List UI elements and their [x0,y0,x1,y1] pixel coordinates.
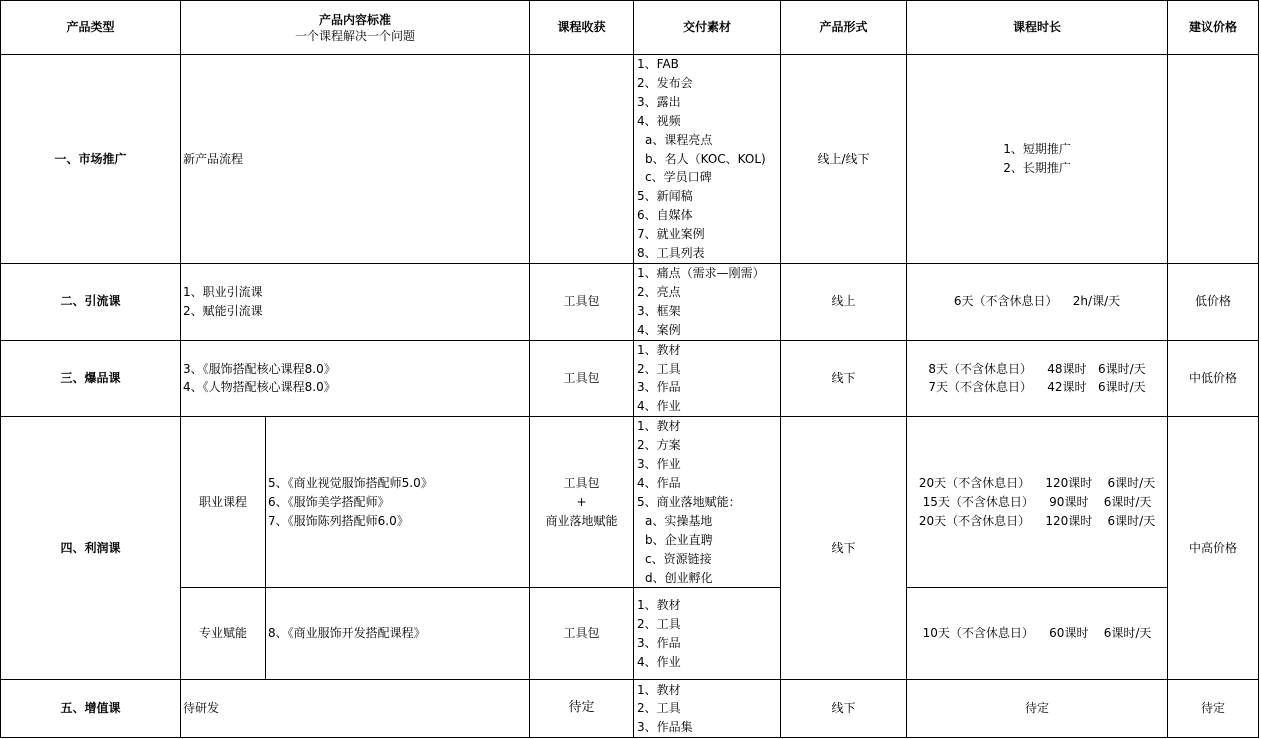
material-line: b、企业直聘 [645,532,713,547]
header-gain[interactable]: 课程收获 [530,1,634,55]
row-profit-career [1,417,1259,588]
price-cell[interactable]: 中高价格 [1168,417,1259,680]
duration-line: 20天（不含休息日） 120课时 6课时/天 [918,475,1156,490]
material-line: 1、教材 [637,342,681,357]
form-cell[interactable]: 线下 [781,680,907,738]
content-cell[interactable]: 新产品流程 [181,55,530,264]
price-cell[interactable]: 低价格 [1168,264,1259,341]
materials-cell[interactable] [634,680,781,738]
content-line: 6、《服饰美学搭配师》 [268,494,390,509]
type-cell[interactable]: 三、爆品课 [1,340,181,417]
duration-cell[interactable] [907,264,1168,341]
content-line: 1、职业引流课 [183,284,263,299]
content-cell[interactable]: 8、《商业服饰开发搭配课程》 [266,588,530,680]
material-line: 1、教材 [637,682,681,697]
duration-cell[interactable] [907,417,1168,588]
material-line: 8、工具列表 [637,246,705,261]
price-cell[interactable]: 中低价格 [1168,340,1259,417]
material-line: 3、作品集 [637,720,693,735]
material-line: 1、教材 [637,598,681,613]
content-line: 7、《服饰陈列搭配师6.0》 [268,513,409,528]
material-line: b、名人（KOC、KOL) [645,151,766,166]
material-line: 4、作业 [637,399,681,414]
duration-line: 7天（不含休息日） 42课时 6课时/天 [928,380,1146,395]
header-form[interactable]: 产品形式 [781,1,907,55]
content-line: 3、《服饰搭配核心课程8.0》 [183,361,336,376]
header-duration[interactable]: 课程时长 [907,1,1168,55]
gain-cell[interactable]: 待定 [530,680,634,738]
duration-line: 1、短期推广 [1003,142,1071,157]
header-material[interactable]: 交付素材 [634,1,781,55]
type-cell[interactable]: 四、利润课 [1,417,181,680]
content-cell[interactable] [181,264,530,341]
gain-cell[interactable]: 工具包 [530,340,634,417]
duration-line: 8天（不含休息日） 48课时 6课时/天 [928,361,1146,376]
material-line: 2、工具 [637,361,681,376]
materials-cell[interactable] [634,588,781,680]
material-line: 4、视频 [637,113,681,128]
gain-cell[interactable] [530,417,634,588]
gain-line: 商业落地赋能 [545,513,618,528]
duration-cell[interactable] [907,340,1168,417]
material-line: 4、作品 [637,475,681,490]
material-line: 7、就业案例 [637,227,705,242]
materials-cell[interactable] [634,55,781,264]
material-line: c、学员口碑 [645,170,712,185]
gain-cell[interactable] [530,55,634,264]
duration-line: 10天（不含休息日） 60课时 6课时/天 [922,626,1152,641]
material-line: 2、发布会 [637,75,693,90]
type-cell[interactable]: 二、引流课 [1,264,181,341]
material-line: 3、露出 [637,94,681,109]
content-cell[interactable]: 待研发 [181,680,530,738]
material-line: 5、新闻稿 [637,189,693,204]
material-line: 4、作业 [637,654,681,669]
material-line: 3、作品 [637,635,681,650]
material-line: 1、FAB [637,57,679,72]
material-line: 2、亮点 [637,284,681,299]
material-line: 3、作品 [637,380,681,395]
row-traffic [1,264,1259,341]
type-cell[interactable]: 一、市场推广 [1,55,181,264]
duration-line: 2、长期推广 [1003,161,1071,175]
duration-cell[interactable] [907,588,1168,680]
material-line: a、实操基地 [645,513,713,528]
material-line: 1、痛点（需求—刚需） [637,266,765,280]
material-line: 4、案例 [637,322,681,337]
material-line: 1、教材 [637,419,681,434]
content-line: 5、《商业视觉服饰搭配师5.0》 [268,475,433,490]
material-line: 2、工具 [637,617,681,631]
duration-line: 6天（不含休息日） 2h/课/天 [953,294,1121,309]
content-line: 4、《人物搭配核心课程8.0》 [183,380,336,395]
material-line: 2、工具 [637,701,681,716]
content-cell[interactable] [181,340,530,417]
row-profit-pro [1,588,1259,680]
header-row [1,1,1259,55]
form-cell[interactable]: 线上/线下 [781,55,907,264]
header-content-sub: 一个课程解决一个问题 [295,29,416,44]
material-line: a、课程亮点 [645,132,713,147]
duration-line: 20天（不含休息日） 120课时 6课时/天 [918,513,1156,528]
price-cell[interactable]: 待定 [1168,680,1259,738]
material-line: 2、方案 [637,438,681,453]
material-line: 6、自媒体 [637,208,693,223]
content-cell[interactable] [266,417,530,588]
row-market [1,55,1259,264]
duration-line: 15天（不含休息日） 90课时 6课时/天 [922,494,1152,509]
header-type[interactable]: 产品类型 [1,1,181,55]
price-cell[interactable] [1168,55,1259,264]
form-cell[interactable]: 线上 [781,264,907,341]
material-line: 3、框架 [637,303,681,318]
subtype-cell[interactable]: 专业赋能 [181,588,266,680]
row-hot [1,340,1259,417]
gain-line: 工具包 [563,475,600,490]
form-cell[interactable]: 线下 [781,417,907,680]
materials-cell[interactable] [634,340,781,417]
materials-cell[interactable] [634,264,781,341]
header-content[interactable]: 产品内容标准 一个课程解决一个问题 [181,1,530,55]
duration-cell[interactable] [907,55,1168,264]
material-line: c、资源链接 [645,551,712,566]
content-line: 2、赋能引流课 [183,303,263,318]
gain-line: + [576,494,587,509]
material-line: 3、作业 [637,457,681,472]
type-cell[interactable]: 五、增值课 [1,680,181,738]
material-line: d、创业孵化 [645,570,713,585]
subtype-cell[interactable]: 职业课程 [181,417,266,588]
row-value-added [1,680,1259,738]
duration-cell[interactable]: 待定 [907,680,1168,738]
material-line: 5、商业落地赋能： [637,494,741,509]
header-price[interactable]: 建议价格 [1168,1,1259,55]
materials-cell[interactable] [634,417,781,588]
form-cell[interactable]: 线下 [781,340,907,417]
gain-cell[interactable]: 工具包 [530,264,634,341]
gain-cell[interactable]: 工具包 [530,588,634,680]
